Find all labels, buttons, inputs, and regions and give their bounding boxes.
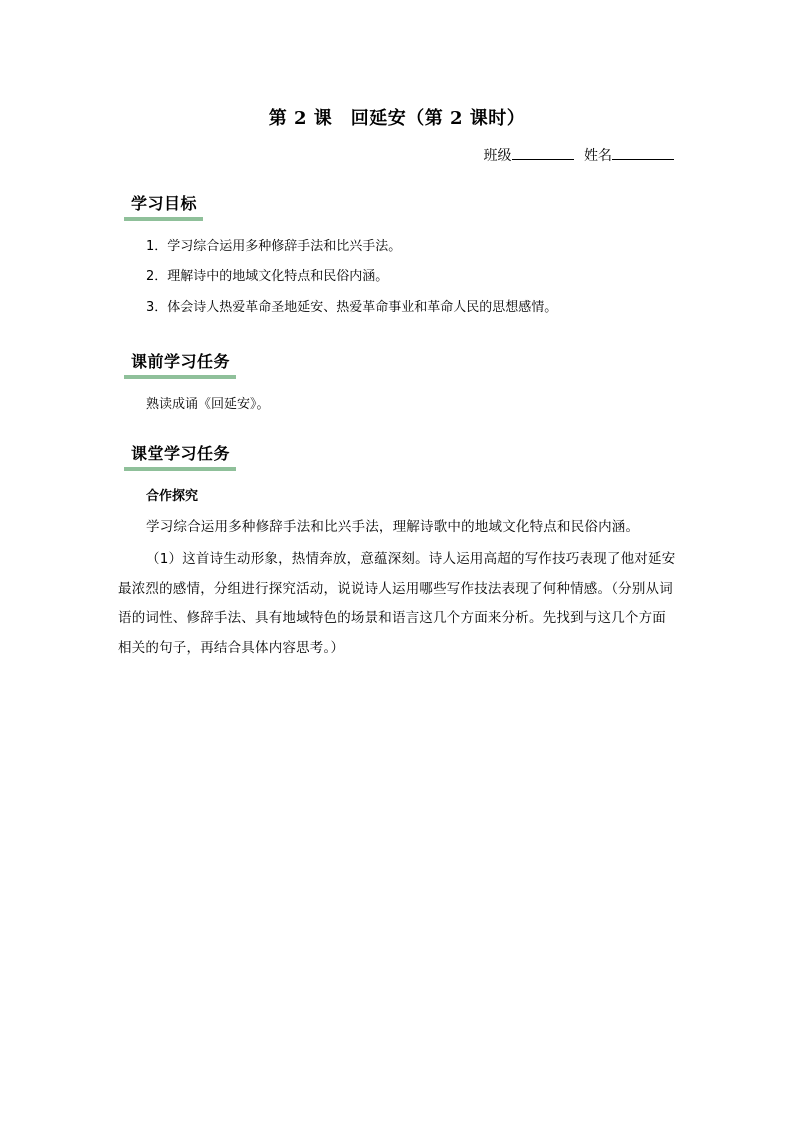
class-label: 班级 — [483, 148, 512, 164]
name-blank — [612, 144, 674, 160]
name-label: 姓名 — [584, 148, 612, 164]
inclass-question-1: （1）这首诗生动形象，热情奔放，意蕴深刻。诗人运用高超的写作技巧表现了他对延安最浓烈的感情，分组进行探究活动，说说诗人运用哪些写作技法表现了何种情感。（分别从词语的词性、修辞手法、具有地域特色的场景和语言这几个方面来分析。先找到与这几个方面相关的句子，再结合具体内容思考。） — [118, 551, 676, 656]
objectives-heading-underline — [124, 217, 203, 221]
inclass-intro: 学习综合运用多种修辞手法和比兴手法，理解诗歌中的地域文化特点和民俗内涵。 — [146, 519, 640, 535]
inclass-heading — [124, 443, 236, 465]
objective-item: 2．理解诗中的地域文化特点和民俗内涵。 — [146, 269, 389, 284]
objectives-heading-text: 学习目标 — [131, 194, 198, 213]
inclass-heading-underline — [124, 467, 236, 471]
class-blank — [512, 144, 574, 160]
preclass-heading-underline — [124, 375, 236, 379]
preclass-task: 熟读成诵《回延安》。 — [146, 397, 270, 412]
inclass-heading-text: 课堂学习任务 — [131, 444, 231, 463]
cooperative-inquiry-heading: 合作探究 — [146, 489, 199, 504]
preclass-heading-text: 课前学习任务 — [131, 352, 231, 371]
page-title: 第 2 课 回延安（第 2 课时） — [268, 108, 526, 129]
preclass-heading — [124, 351, 236, 373]
objectives-heading — [124, 193, 203, 215]
student-info — [484, 144, 674, 166]
objective-item: 1．学习综合运用多种修辞手法和比兴手法。 — [146, 239, 402, 254]
objective-item: 3．体会诗人热爱革命圣地延安、热爱革命事业和革命人民的思想感情。 — [146, 300, 558, 315]
